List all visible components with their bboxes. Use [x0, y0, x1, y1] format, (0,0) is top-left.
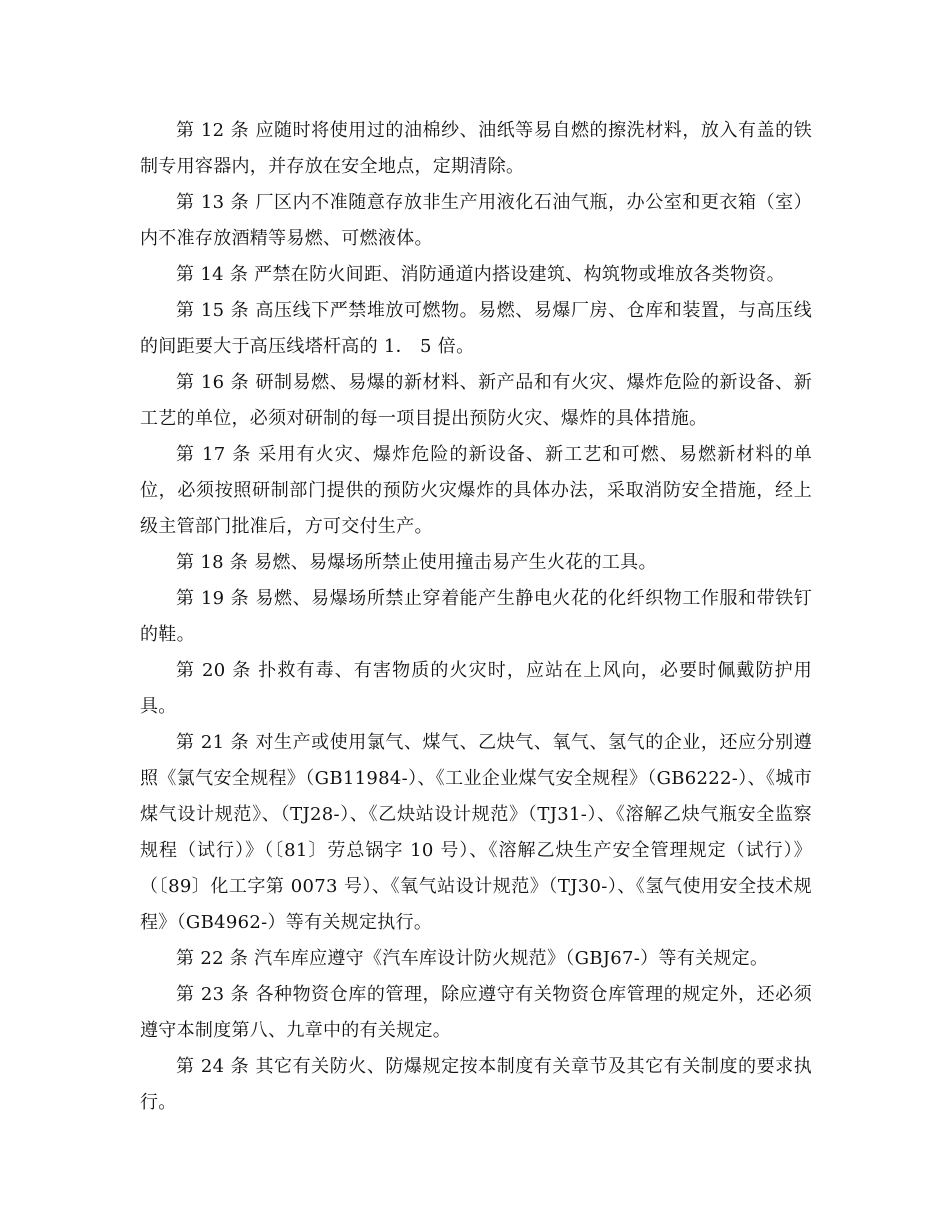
article-14: 第 14 条 严禁在防火间距、消防通道内搭设建筑、构筑物或堆放各类物资。: [176, 264, 785, 285]
article-20: 第 20 条 扑救有毒、有害物质的火灾时，应站在上风向，必要时佩戴防护用具。: [140, 660, 812, 717]
article-13: 第 13 条 厂区内不准随意存放非生产用液化石油气瓶，办公室和更衣箱（室）内不准存放酒精等易燃、可燃液体。: [140, 192, 812, 249]
article-16: 第 16 条 研制易燃、易爆的新材料、新产品和有火灾、爆炸危险的新设备、新工艺的单位，必须对研制的每一项目提出预防火灾、爆炸的具体措施。: [140, 372, 812, 429]
article-17: 第 17 条 采用有火灾、爆炸危险的新设备、新工艺和可燃、易燃新材料的单位，必须按照研制部门提供的预防火灾爆炸的具体办法，采取消防安全措施，经上级主管部门批准后，方可交付生产。: [140, 444, 812, 537]
article-15: 第 15 条 高压线下严禁堆放可燃物。易燃、易爆厂房、仓库和装置，与高压线的间距要大于高压线塔杆高的 1． 5 倍。: [140, 300, 812, 357]
article-23: 第 23 条 各种物资仓库的管理，除应遵守有关物资仓库管理的规定外，还必须遵守本制度第八、九章中的有关规定。: [140, 984, 812, 1041]
article-18: 第 18 条 易燃、易爆场所禁止使用撞击易产生火花的工具。: [176, 552, 657, 573]
article-22: 第 22 条 汽车库应遵守《汽车库设计防火规范》（GBJ67-）等有关规定。: [176, 948, 769, 969]
article-12: 第 12 条 应随时将使用过的油棉纱、油纸等易自燃的擦洗材料，放入有盖的铁制专用容器内，并存放在安全地点，定期清除。: [140, 120, 812, 177]
article-24: 第 24 条 其它有关防火、防爆规定按本制度有关章节及其它有关制度的要求执行。: [140, 1056, 812, 1113]
document-body: [140, 113, 812, 1121]
article-21: 第 21 条 对生产或使用氯气、煤气、乙炔气、氧气、氢气的企业，还应分别遵照《氯气安全规程》（GB11984-）、《工业企业煤气安全规程》（GB6222-）、《城市煤气设计规范》、（TJ28-）、《乙炔站设计规范》（TJ31-）、《溶解乙炔气瓶安全监察规程（试行）》（〔81〕劳总锅字 10 号）、《溶解乙炔生产安全管理规定（试行）》（〔89〕化工字第 0073 号）、《氧气站设计规范》（TJ30-）、《氢气使用安全技术规程》（GB4962-）等有关规定执行。: [140, 732, 812, 933]
article-19: 第 19 条 易燃、易爆场所禁止穿着能产生静电火花的化纤织物工作服和带铁钉的鞋。: [140, 588, 812, 645]
